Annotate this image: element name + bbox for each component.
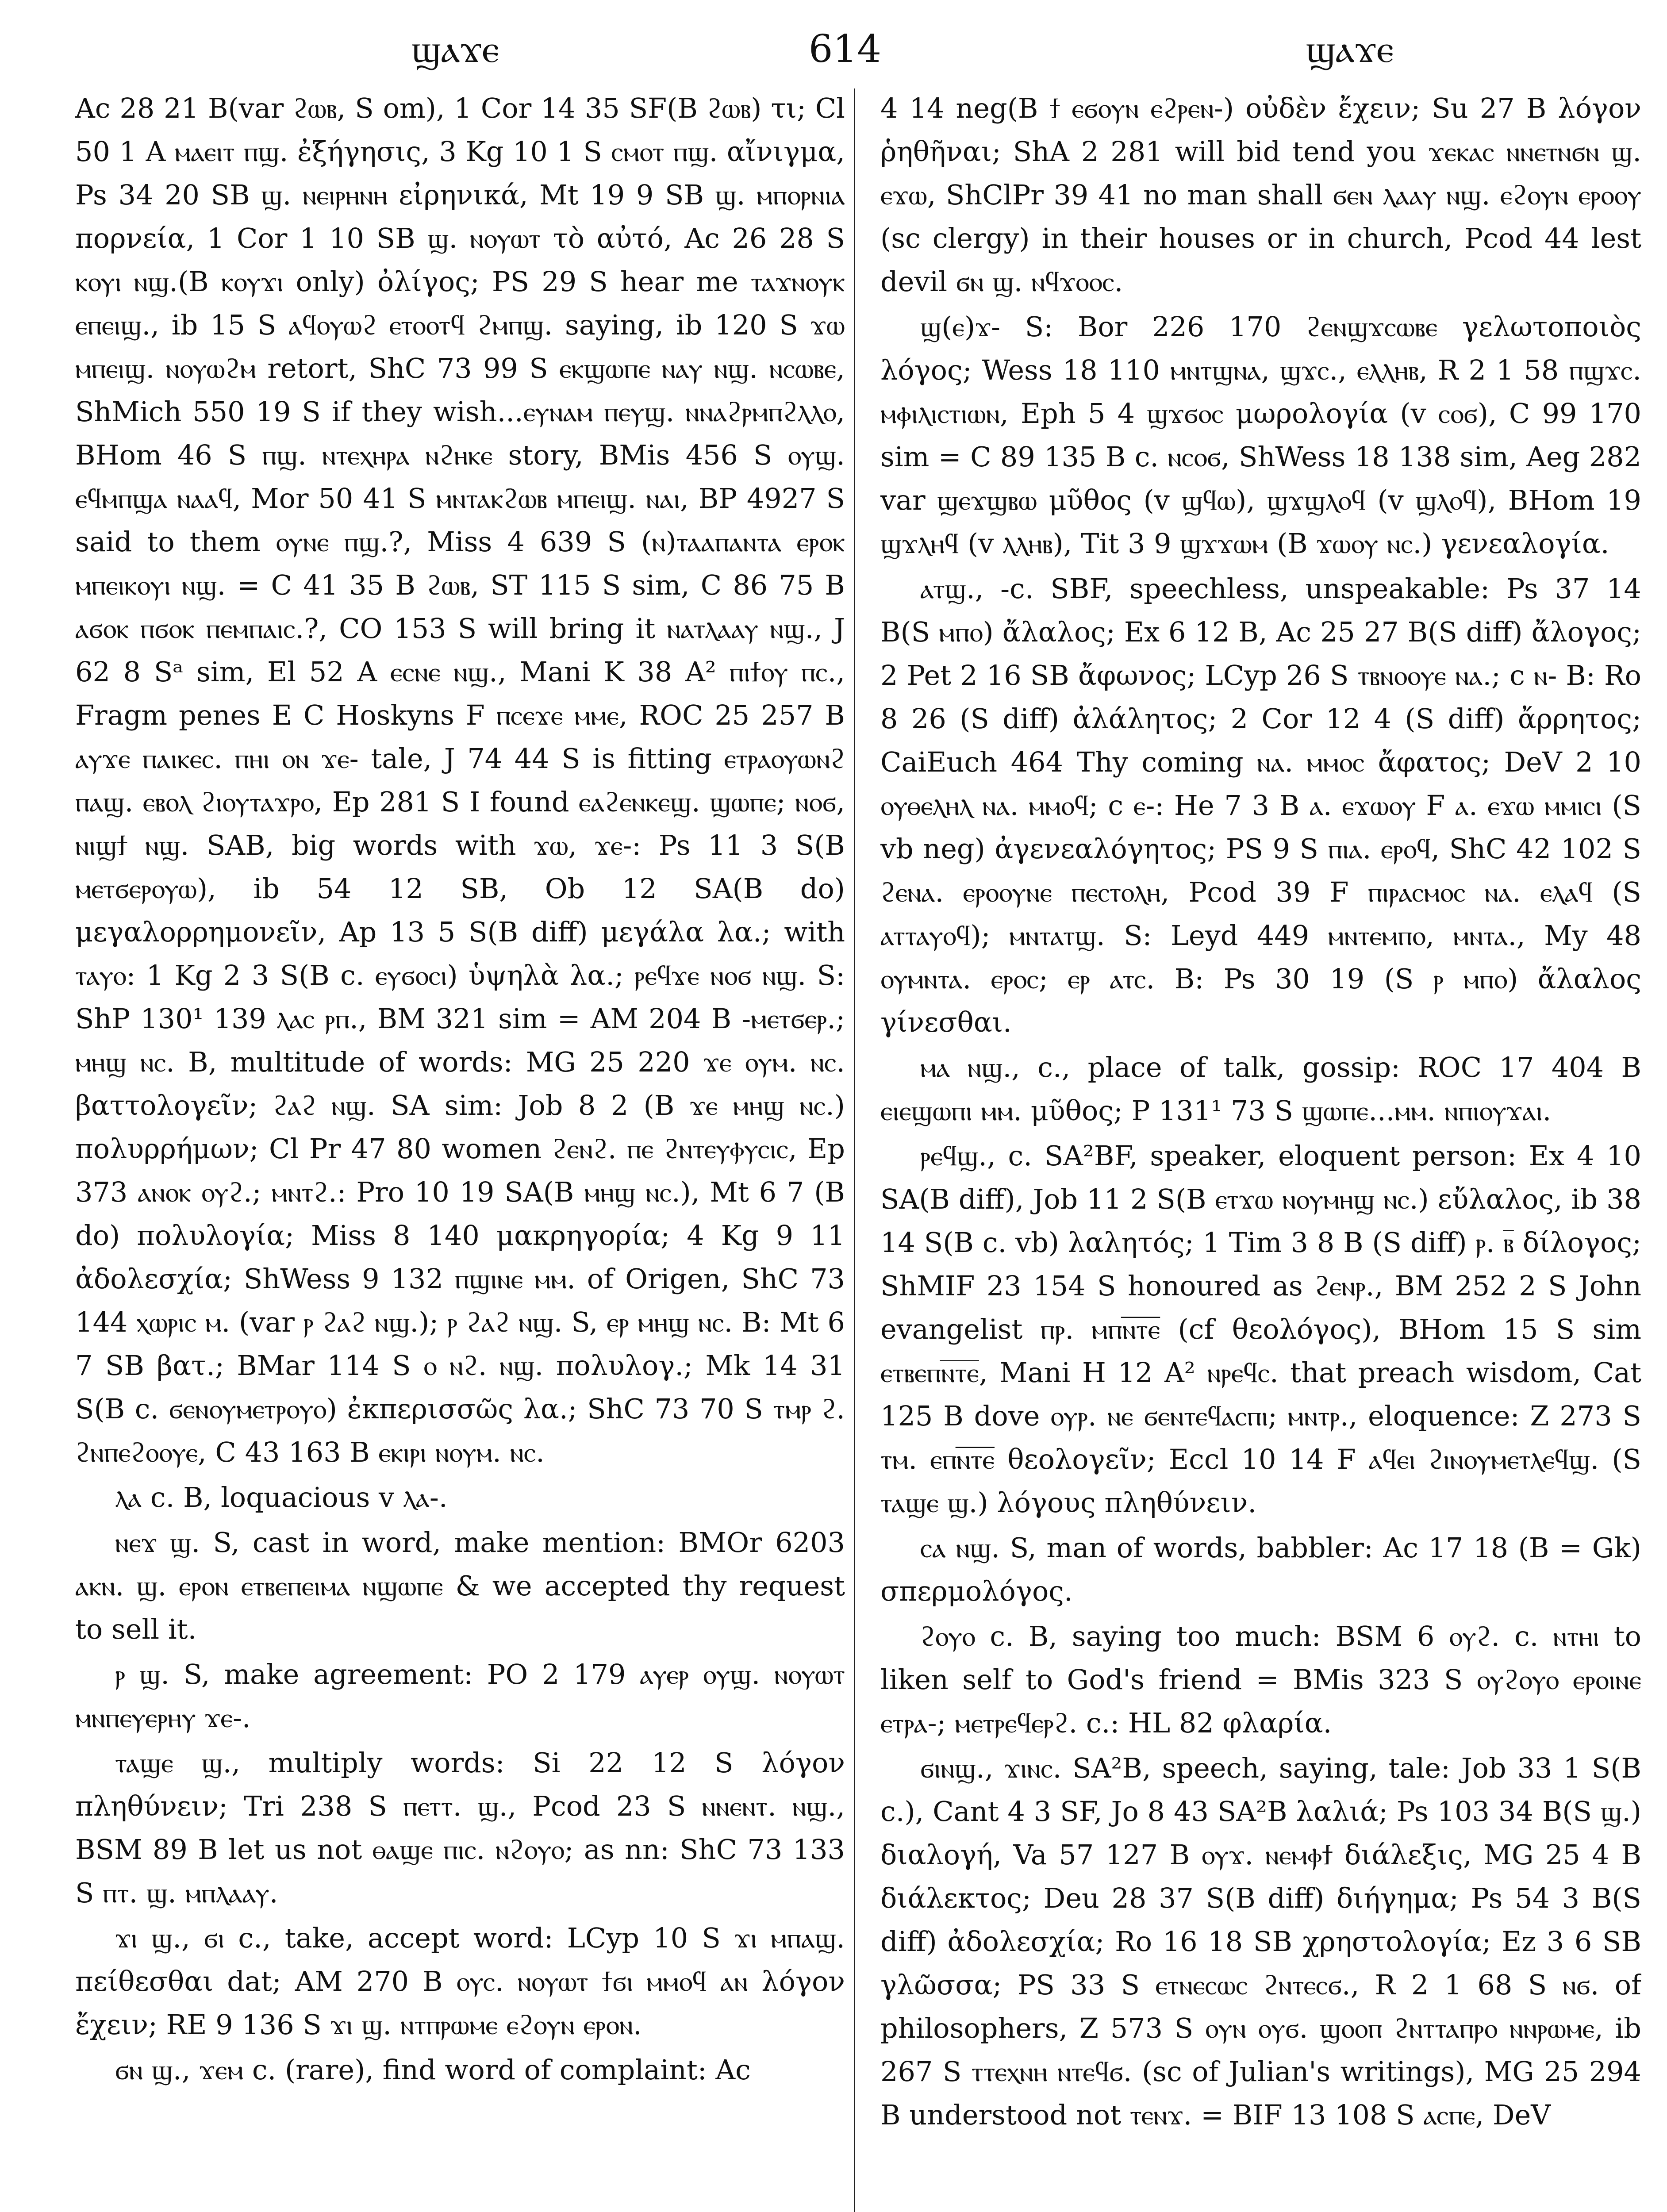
entry-paragraph: ⲙⲁ ⲛϣ., c., place of talk, gossip: ROC 17 404 B ⲉⲓⲉϣⲱⲡⲓ ⲙⲙ. μῦθος; P 131¹ 73 S ϣⲱⲡⲉ...ⲙⲙ. ⲛⲡⲓⲟⲩϫⲁⲓ.	[880, 1051, 1641, 1127]
entry-paragraph: ⲛⲉϫ ϣ. S, cast in word, make mention: BMOr 6203 ⲁⲕⲛ. ϣ. ⲉⲣⲟⲛ ⲉⲧⲃⲉⲡⲉⲓⲙⲁ ⲛϣⲱⲡⲉ & we accepted thy request to sell it.	[75, 1526, 845, 1645]
right-column	[880, 87, 1641, 2212]
column-divider	[854, 88, 855, 2212]
entry-paragraph: ϣ(ⲉ)ϫ- S: Bor 226 170 ϩⲉⲛϣϫⲥⲱⲃⲉ γελωτοποιὸς λόγος; Wess 18 110 ⲙⲛⲧϣⲛⲁ, ϣϫⲥ., ⲉⲗⲗⲏⲃ, R 2 1 58 ⲡϣϫⲥ. ⲙⲫⲓⲗⲓⲥⲧⲓⲱⲛ, Eph 5 4 ϣϫϭⲟⲥ μωρολογία (v ⲥⲟϭ), C 99 170 sim = C 89 135 B c. ⲛⲥⲟϭ, ShWess 18 138 sim, Aeg 282 var ϣⲉϫϣⲃⲱ μῦθος (v ϣϥⲱ), ϣϫϣⲗⲟϥ (v ϣⲗⲟϥ), BHom 19 ϣϫⲗⲏϥ (v ⲗⲗⲏⲃ), Tit 3 9 ϣϫϫⲱⲙ (B ϫⲱⲟⲩ ⲛⲥ.) γενεαλογία.	[880, 311, 1641, 560]
page-number: 614	[808, 27, 882, 71]
entry-paragraph: ⲗⲁ c. B, loquacious v ⲗⲁ-.	[115, 1481, 448, 1513]
running-headword-left: ϣⲁϫⲉ	[411, 27, 499, 71]
entry-paragraph: Ac 28 21 B(var ϩⲱⲃ, S om), 1 Cor 14 35 SF(B ϩⲱⲃ) τι; Cl 50 1 A ⲙⲁⲉⲓⲧ ⲡϣ. ἐξήγησις, 3 Kg 10 1 S ⲥⲙⲟⲧ ⲡϣ. αἴνιγμα, Ps 34 20 SB ϣ. ⲛⲉⲓⲣⲏⲛⲏ εἰρηνικά, Mt 19 9 SB ϣ. ⲙⲡⲟⲣⲛⲓⲁ πορνεία, 1 Cor 1 10 SB ϣ. ⲛⲟⲩⲱⲧ τὸ αὐτό, Ac 26 28 S ⲕⲟⲩⲓ ⲛϣ.(B ⲕⲟⲩϫⲓ only) ὀλίγος; PS 29 S hear me ⲧⲁϫⲛⲟⲩⲕ ⲉⲡⲉⲓϣ., ib 15 S ⲁϥⲟⲩⲱϩ ⲉⲧⲟⲟⲧϥ ϩⲙⲡϣ. saying, ib 120 S ϫⲱ ⲙⲡⲉⲓϣ. ⲛⲟⲩⲱϩⲙ retort, ShC 73 99 S ⲉⲕϣⲱⲡⲉ ⲛⲁⲩ ⲛϣ. ⲛⲥⲱⲃⲉ, ShMich 550 19 S if they wish...ⲉⲩⲛⲁⲙ ⲡⲉⲩϣ. ⲛⲛⲁϩⲣⲙⲡϩⲗⲗⲟ, BHom 46 S ⲡϣ. ⲛⲧⲉⲭⲏⲣⲁ ⲛϩⲏⲕⲉ story, BMis 456 S ⲟⲩϣ. ⲉϥⲙⲡϣⲁ ⲛⲁⲁϥ, Mor 50 41 S ⲙⲛⲧⲁⲕϩⲱⲃ ⲙⲡⲉⲓϣ. ⲛⲁⲓ, BP 4927 S said to them ⲟⲩⲛⲉ ⲡϣ.?, Miss 4 639 S (ⲛ)ⲧⲁⲁⲡⲁⲛⲧⲁ ⲉⲣⲟⲕ ⲙⲡⲉⲓⲕⲟⲩⲓ ⲛϣ. = C 41 35 B ϩⲱⲃ, ST 115 S sim, C 86 75 B ⲁϭⲟⲕ ⲡϭⲟⲕ ⲡⲉⲙⲡⲁⲓⲥ.?, CO 153 S will bring it ⲛⲁⲧⲗⲁⲁⲩ ⲛϣ., J 62 8 Sᵃ sim, El 52 A ⲉⲥⲛⲉ ⲛϣ., Mani K 38 A² ⲡⲓϯⲟⲩ ⲡⲥ., Fragm penes E C Hoskyns F ⲡⲥⲉϫⲉ ⲙⲙⲉ, ROC 25 257 B ⲁⲩϫⲉ ⲡⲁⲓⲕⲉⲥ. ⲡⲏⲓ ⲟⲛ ϫⲉ- tale, J 74 44 S is fitting ⲉⲧⲣⲁⲟⲩⲱⲛϩ ⲡⲁϣ. ⲉⲃⲟⲗ ϩⲓⲟⲩⲧⲁϫⲣⲟ, Ep 281 S I found ⲉⲁϩⲉⲛⲕⲉϣ. ϣⲱⲡⲉ; ⲛⲟϭ, ⲛⲓϣϯ ⲛϣ. SAB, big words with ϫⲱ, ϫⲉ-: Ps 11 3 S(B ⲙⲉⲧϭⲉⲣⲟⲩⲱ), ib 54 12 SB, Ob 12 SA(B do) μεγαλορρημονεῖν, Ap 13 5 S(B diff) μεγάλα λα.; with ⲧⲁⲩⲟ: 1 Kg 2 3 S(B c. ⲉⲩϭⲟⲥⲓ) ὑψηλὰ λα.; ⲣⲉϥϫⲉ ⲛⲟϭ ⲛϣ. S: ShP 130¹ 139 ⲗⲁⲥ ⲣⲡ., BM 321 sim = AM 204 B -ⲙⲉⲧϭⲉⲣ.; ⲙⲏϣ ⲛⲥ. B, multitude of words: MG 25 220 ϫⲉ ⲟⲩⲙ. ⲛⲥ. βαττολογεῖν; ϩⲁϩ ⲛϣ. SA sim: Job 8 2 (B ϫⲉ ⲙⲏϣ ⲛⲥ.) πολυρρήμων; Cl Pr 47 80 women ϩⲉⲛϩ. ⲡⲉ ϩⲛⲧⲉⲩⲫⲩⲥⲓⲥ, Ep 373 ⲁⲛⲟⲕ ⲟⲩϩ.; ⲙⲛⲧϩ.: Pro 10 19 SA(B ⲙⲏϣ ⲛⲥ.), Mt 6 7 (B do) πολυλογία; Miss 8 140 μακρηγορία; 4 Kg 9 11 ἀδολεσχία; ShWess 9 132 ⲡϣⲓⲛⲉ ⲙⲙ. of Origen, ShC 73 144 ⲭⲱⲣⲓⲥ ⲙ. (var ⲣ ϩⲁϩ ⲛϣ.); ⲣ ϩⲁϩ ⲛϣ. S, ⲉⲣ ⲙⲏϣ ⲛⲥ. B: Mt 6 7 SB βατ.; BMar 114 S ⲟ ⲛϩ. ⲛϣ. πολυλογ.; Mk 14 31 S(B c. ϭⲉⲛⲟⲩⲙⲉⲧⲣⲟⲩⲟ) ἐκπερισσῶς λα.; ShC 73 70 S ⲧⲙⲣ ϩ. ϩⲛⲡⲉϩⲟⲟⲩⲉ, C 43 163 B ⲉⲕⲓⲣⲓ ⲛⲟⲩⲙ. ⲛⲥ.	[75, 92, 845, 1468]
page-header	[75, 16, 1615, 82]
left-column	[75, 87, 845, 2212]
running-headword-right: ϣⲁϫⲉ	[1306, 27, 1394, 71]
entry-paragraph: ⲁⲧϣ., -c. SBF, speechless, unspeakable: Ps 37 14 B(S ⲙⲡⲟ) ἄλαλος; Ex 6 12 B, Ac 25 27 B(S diff) ἄλογος; 2 Pet 2 16 SB ἄφωνος; LCyp 26 S ⲧⲃⲛⲟⲟⲩⲉ ⲛⲁ.; c ⲛ- B: Ro 8 26 (S diff) ἀλάλητος; 2 Cor 12 4 (S diff) ἄρρητος; CaiEuch 464 Thy coming ⲛⲁ. ⲙⲙⲟⲥ ἄφατος; DeV 2 10 ⲟⲩⲑⲉⲗⲏⲗ ⲛⲁ. ⲙⲙⲟϥ; c ⲉ-: He 7 3 B ⲁ. ⲉϫⲱⲟⲩ F ⲁ. ⲉϫⲱ ⲙⲙⲓⲥⲓ (S vb neg) ἀγενεαλόγητος; PS 9 S ⲡⲓⲁ. ⲉⲣⲟϥ, ShC 42 102 S ϩⲉⲛⲁ. ⲉⲣⲟⲟⲩⲛⲉ ⲡⲉⲥⲧⲟⲗⲏ, Pcod 39 F ⲡⲓⲣⲁⲥⲙⲟⲥ ⲛⲁ. ⲉⲗⲁϥ (S ⲁⲧⲧⲁⲩⲟϥ); ⲙⲛⲧⲁⲧϣ. S: Leyd 449 ⲙⲛⲧⲉⲙⲡⲟ, ⲙⲛⲧⲁ., My 48 ⲟⲩⲙⲛⲧⲁ. ⲉⲣⲟⲥ; ⲉⲣ ⲁⲧⲥ. B: Ps 30 19 (S ⲣ ⲙⲡⲟ) ἄλαλος γίνεσθαι.	[880, 572, 1641, 1038]
entry-paragraph: ϫⲓ ϣ., ϭⲓ c., take, accept word: LCyp 10 S ϫⲓ ⲙⲡⲁϣ. πείθεσθαι dat; AM 270 B ⲟⲩⲥ. ⲛⲟⲩⲱⲧ ϯϭⲓ ⲙⲙⲟϥ ⲁⲛ λόγον ἔχειν; RE 9 136 S ϫⲓ ϣ. ⲛⲧⲡⲣⲱⲙⲉ ⲉϩⲟⲩⲛ ⲉⲣⲟⲛ.	[75, 1922, 845, 2041]
entry-paragraph: 4 14 neg(B ϯ ⲉϭⲟⲩⲛ ⲉϩⲣⲉⲛ-) οὐδὲν ἔχειν; Su 27 B λόγον ῥηθῆναι; ShA 2 281 will bid tend you ϫⲉⲕⲁⲥ ⲛⲛⲉⲧⲛϭⲛ ϣ. ⲉϫⲱ, ShClPr 39 41 no man shall ϭⲉⲛ ⲗⲁⲁⲩ ⲛϣ. ⲉϩⲟⲩⲛ ⲉⲣⲟⲟⲩ (sc clergy) in their houses or in church, Pcod 44 lest devil ϭⲛ ϣ. ⲛϥϫⲟⲟⲥ.	[880, 92, 1641, 298]
entry-paragraph: ⲧⲁϣⲉ ϣ., multiply words: Si 22 12 S λόγον πληθύνειν; Tri 238 S ⲡⲉⲧⲧ. ϣ., Pcod 23 S ⲛⲛⲉⲛⲧ. ⲛϣ., BSM 89 B let us not ⲑⲁϣⲉ ⲡⲓⲥ. ⲛϩⲟⲩⲟ; as nn: ShC 73 133 S ⲡⲧ. ϣ. ⲙⲡⲗⲁⲁⲩ.	[75, 1747, 845, 1909]
entry-paragraph: ϩⲟⲩⲟ c. B, saying too much: BSM 6 ⲟⲩϩ. c. ⲛⲧⲏⲓ to liken self to God's friend = BMis 323 S ⲟⲩϩⲟⲩⲟ ⲉⲣⲟⲓⲛⲉ ⲉⲧⲣⲁ-; ⲙⲉⲧⲣⲉϥⲉⲣϩ. c.: HL 82 φλαρία.	[880, 1620, 1641, 1739]
entry-paragraph: ⲣ ϣ. S, make agreement: PO 2 179 ⲁⲩⲉⲣ ⲟⲩϣ. ⲛⲟⲩⲱⲧ ⲙⲛⲡⲉⲩⲉⲣⲏⲩ ϫⲉ-.	[75, 1658, 845, 1734]
entry-paragraph: ⲥⲁ ⲛϣ. S, man of words, babbler: Ac 17 18 (B = Gk) σπερμολόγος.	[880, 1532, 1641, 1607]
entry-paragraph: ϭⲓⲛϣ., ϫⲓⲛⲥ. SA²B, speech, saying, tale: Job 33 1 S(B c.), Cant 4 3 SF, Jo 8 43 SA²B λαλιά; Ps 103 34 B(S ϣ.) διαλογή, Va 57 127 B ⲟⲩϫ. ⲛⲉⲙⲫϯ διάλεξις, MG 25 4 B διάλεκτος; Deu 28 37 S(B diff) διήγημα; Ps 54 3 B(S diff) ἀδολεσχία; Ro 16 18 SB χρηστολογία; Ez 3 6 SB γλῶσσα; PS 33 S ⲉⲧⲛⲉⲥⲱⲥ ϩⲛⲧⲉⲥϭ., R 2 1 68 S ⲛϭ. of philosophers, Z 573 S ⲟⲩⲛ ⲟⲩϭ. ϣⲟⲟⲡ ϩⲛⲧⲧⲁⲡⲣⲟ ⲛⲛⲣⲱⲙⲉ, ib 267 S ⲧⲧⲉⲭⲛⲏ ⲛⲧⲉϥϭ. (sc of Julian's writings), MG 25 294 B understood not ⲧⲉⲛϫ. = BIF 13 108 S ⲁⲥⲡⲉ, DeV	[880, 1752, 1641, 2131]
entry-paragraph: ⲣⲉϥϣ., c. SA²BF, speaker, eloquent person: Ex 4 10 SA(B diff), Job 11 2 S(B ⲉⲧϫⲱ ⲛⲟⲩⲙⲏϣ ⲛⲥ.) εὔλαλος, ib 38 14 S(B c. vb) λαλητός; 1 Tim 3 8 B (S diff) ⲣ. ⲃ̅ δίλογος; ShMIF 23 154 S honoured as ϩⲉⲛⲣ., BM 252 2 S John evangelist ⲡⲣ. ⲙⲡⲛ̅ⲧ̅ⲉ̅ (cf θεολόγος), BHom 15 S sim ⲉⲧⲃⲉⲡⲛ̅ⲧ̅ⲉ̅, Mani H 12 A² ⲛⲣⲉϥⲥ. that preach wisdom, Cat 125 B dove ⲟⲩⲣ. ⲛⲉ ϭⲉⲛⲧⲉϥⲁⲥⲡⲓ; ⲙⲛⲧⲣ., eloquence: Z 273 S ⲧⲙ. ⲉⲡⲛ̅ⲧ̅ⲉ̅ θεολογεῖν; Eccl 10 14 F ⲁϥⲉⲓ ϩⲓⲛⲟⲩⲙⲉⲧⲗⲉϥϣ. (S ⲧⲁϣⲉ ϣ.) λόγους πληθύνειν.	[880, 1140, 1641, 1519]
entry-paragraph: ϭⲛ ϣ., ϫⲉⲙ c. (rare), find word of complaint: Ac	[115, 2054, 751, 2086]
